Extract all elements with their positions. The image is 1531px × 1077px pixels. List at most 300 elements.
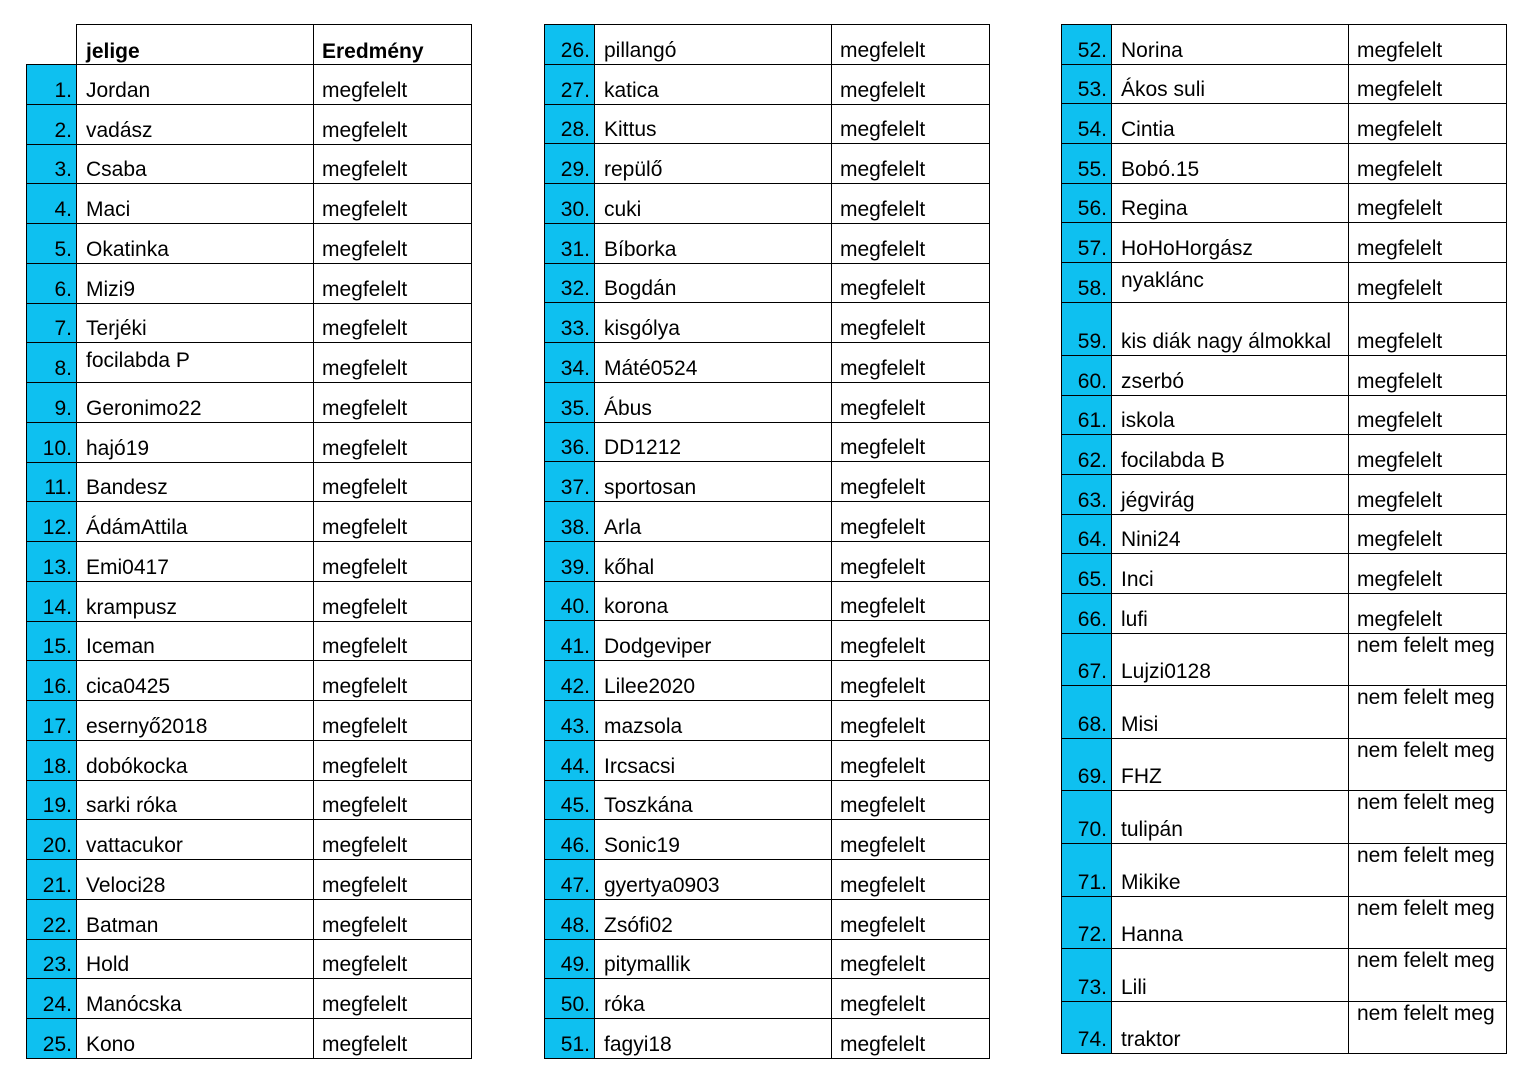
row-number: 19. <box>27 780 77 820</box>
row-jelige: Lilee2020 <box>595 661 832 701</box>
row-result: megfelelt <box>832 581 990 621</box>
table-row <box>27 740 472 780</box>
row-result: megfelelt <box>1349 302 1507 355</box>
row-jelige: vadász <box>77 104 314 144</box>
row-result: nem felelt meg <box>1349 686 1507 739</box>
row-number: 27. <box>545 64 595 104</box>
row-result: megfelelt <box>1349 223 1507 263</box>
table-row <box>1062 1001 1507 1054</box>
table-row <box>1062 183 1507 223</box>
table-row <box>545 184 990 224</box>
row-number: 35. <box>545 382 595 422</box>
row-number: 41. <box>545 621 595 661</box>
row-number: 43. <box>545 701 595 741</box>
row-result: megfelelt <box>832 939 990 979</box>
row-jelige: traktor <box>1112 1001 1349 1054</box>
row-result: megfelelt <box>1349 144 1507 184</box>
table-row <box>545 104 990 144</box>
row-jelige: Manócska <box>77 979 314 1019</box>
table-row <box>1062 395 1507 435</box>
table-row <box>1062 844 1507 897</box>
row-jelige: Misi <box>1112 686 1349 739</box>
row-jelige: Dodgeviper <box>595 621 832 661</box>
row-result: megfelelt <box>314 581 472 621</box>
row-number: 44. <box>545 740 595 780</box>
row-result: nem felelt meg <box>1349 949 1507 1002</box>
row-result: megfelelt <box>832 860 990 900</box>
row-number: 15. <box>27 621 77 661</box>
table-row <box>27 65 472 105</box>
row-result: megfelelt <box>832 263 990 303</box>
table-row <box>1062 593 1507 633</box>
row-jelige: Emi0417 <box>77 542 314 582</box>
row-number: 11. <box>27 462 77 502</box>
row-number: 59. <box>1062 302 1112 355</box>
table-row <box>27 820 472 860</box>
row-number: 5. <box>27 224 77 264</box>
row-number: 23. <box>27 939 77 979</box>
table-row <box>1062 949 1507 1002</box>
row-number: 67. <box>1062 633 1112 686</box>
row-jelige: Sonic19 <box>595 820 832 860</box>
row-result: nem felelt meg <box>1349 896 1507 949</box>
row-result: megfelelt <box>314 899 472 939</box>
table-row <box>27 184 472 224</box>
row-number: 9. <box>27 383 77 423</box>
table-row <box>27 621 472 661</box>
header-result: Eredmény <box>314 25 472 65</box>
table-row <box>545 144 990 184</box>
row-number: 22. <box>27 899 77 939</box>
row-result: megfelelt <box>832 462 990 502</box>
row-jelige: esernyő2018 <box>77 701 314 741</box>
row-result: megfelelt <box>832 701 990 741</box>
header-row <box>27 25 472 65</box>
row-number: 39. <box>545 541 595 581</box>
row-jelige: fagyi18 <box>595 1019 832 1059</box>
row-number: 73. <box>1062 949 1112 1002</box>
row-jelige: HoHoHorgász <box>1112 223 1349 263</box>
row-jelige: Ircsacsi <box>595 740 832 780</box>
table-row <box>1062 738 1507 791</box>
row-number: 2. <box>27 104 77 144</box>
row-jelige: pitymallik <box>595 939 832 979</box>
row-jelige: DD1212 <box>595 422 832 462</box>
row-jelige: róka <box>595 979 832 1019</box>
row-jelige: dobókocka <box>77 740 314 780</box>
header-blank-cell <box>27 25 77 65</box>
row-number: 53. <box>1062 64 1112 104</box>
row-number: 46. <box>545 820 595 860</box>
row-jelige: Terjéki <box>77 303 314 343</box>
table-row <box>545 780 990 820</box>
row-number: 31. <box>545 223 595 263</box>
row-jelige: cica0425 <box>77 661 314 701</box>
table-row <box>27 1019 472 1059</box>
row-jelige: krampusz <box>77 581 314 621</box>
table-row <box>545 263 990 303</box>
row-number: 14. <box>27 581 77 621</box>
table-row <box>545 701 990 741</box>
row-jelige: Lili <box>1112 949 1349 1002</box>
table-row <box>27 224 472 264</box>
row-jelige: katica <box>595 64 832 104</box>
row-jelige: Okatinka <box>77 224 314 264</box>
row-number: 34. <box>545 343 595 383</box>
row-jelige: nyaklánc <box>1112 263 1349 303</box>
row-number: 7. <box>27 303 77 343</box>
row-number: 74. <box>1062 1001 1112 1054</box>
table-row <box>27 462 472 502</box>
table-row <box>545 899 990 939</box>
row-number: 16. <box>27 661 77 701</box>
row-jelige: ÁdámAttila <box>77 502 314 542</box>
row-number: 28. <box>545 104 595 144</box>
row-result: megfelelt <box>314 263 472 303</box>
row-jelige: iskola <box>1112 395 1349 435</box>
table-row <box>1062 144 1507 184</box>
table-row <box>545 64 990 104</box>
row-result: megfelelt <box>832 223 990 263</box>
row-jelige: Inci <box>1112 554 1349 594</box>
row-jelige: Iceman <box>77 621 314 661</box>
row-number: 49. <box>545 939 595 979</box>
row-number: 12. <box>27 502 77 542</box>
header-name: jelige <box>77 25 314 65</box>
row-number: 20. <box>27 820 77 860</box>
table-row <box>1062 263 1507 303</box>
row-number: 10. <box>27 422 77 462</box>
row-jelige: Kittus <box>595 104 832 144</box>
table-row <box>545 303 990 343</box>
row-jelige: tulipán <box>1112 791 1349 844</box>
row-number: 51. <box>545 1019 595 1059</box>
row-jelige: Hold <box>77 939 314 979</box>
row-result: megfelelt <box>314 860 472 900</box>
row-result: megfelelt <box>314 820 472 860</box>
table-row <box>27 343 472 383</box>
row-jelige: Jordan <box>77 65 314 105</box>
row-jelige: kis diák nagy álmokkal <box>1112 302 1349 355</box>
row-number: 61. <box>1062 395 1112 435</box>
row-result: nem felelt meg <box>1349 791 1507 844</box>
row-number: 71. <box>1062 844 1112 897</box>
row-number: 47. <box>545 860 595 900</box>
row-result: nem felelt meg <box>1349 633 1507 686</box>
table-row <box>1062 474 1507 514</box>
results-table-1-body <box>27 25 472 1059</box>
row-jelige: cuki <box>595 184 832 224</box>
results-table-1 <box>26 24 472 1059</box>
table-row <box>545 860 990 900</box>
row-jelige: Regina <box>1112 183 1349 223</box>
row-jelige: Maci <box>77 184 314 224</box>
row-result: megfelelt <box>314 343 472 383</box>
row-jelige: FHZ <box>1112 738 1349 791</box>
row-number: 69. <box>1062 738 1112 791</box>
row-jelige: focilabda P <box>77 343 314 383</box>
table-row <box>1062 435 1507 475</box>
row-jelige: Máté0524 <box>595 343 832 383</box>
row-number: 65. <box>1062 554 1112 594</box>
row-number: 45. <box>545 780 595 820</box>
table-row <box>27 860 472 900</box>
row-jelige: Bobó.15 <box>1112 144 1349 184</box>
row-result: megfelelt <box>1349 395 1507 435</box>
table-row <box>545 581 990 621</box>
row-jelige: kőhal <box>595 541 832 581</box>
row-jelige: sarki róka <box>77 780 314 820</box>
row-jelige: lufi <box>1112 593 1349 633</box>
row-result: megfelelt <box>314 701 472 741</box>
row-jelige: Bogdán <box>595 263 832 303</box>
row-result: megfelelt <box>314 621 472 661</box>
row-result: megfelelt <box>314 383 472 423</box>
row-jelige: zserbó <box>1112 355 1349 395</box>
row-number: 58. <box>1062 263 1112 303</box>
results-table-2 <box>544 24 990 1059</box>
row-result: megfelelt <box>832 740 990 780</box>
row-jelige: Csaba <box>77 144 314 184</box>
row-jelige: Arla <box>595 502 832 542</box>
row-result: megfelelt <box>314 939 472 979</box>
row-result: megfelelt <box>1349 64 1507 104</box>
row-result: megfelelt <box>314 1019 472 1059</box>
row-number: 3. <box>27 144 77 184</box>
row-result: megfelelt <box>832 422 990 462</box>
results-table-3-body <box>1062 25 1507 1054</box>
row-jelige: Bandesz <box>77 462 314 502</box>
row-number: 25. <box>27 1019 77 1059</box>
table-row <box>27 104 472 144</box>
row-result: megfelelt <box>1349 183 1507 223</box>
row-result: nem felelt meg <box>1349 738 1507 791</box>
table-row <box>27 899 472 939</box>
row-number: 52. <box>1062 25 1112 65</box>
table-row <box>27 701 472 741</box>
row-result: megfelelt <box>314 184 472 224</box>
row-number: 55. <box>1062 144 1112 184</box>
table-row <box>545 979 990 1019</box>
row-result: megfelelt <box>314 104 472 144</box>
row-result: megfelelt <box>832 64 990 104</box>
row-result: megfelelt <box>832 820 990 860</box>
row-result: nem felelt meg <box>1349 844 1507 897</box>
row-jelige: pillangó <box>595 25 832 65</box>
table-row <box>27 542 472 582</box>
row-number: 1. <box>27 65 77 105</box>
row-result: megfelelt <box>1349 104 1507 144</box>
row-result: megfelelt <box>1349 474 1507 514</box>
row-jelige: Toszkána <box>595 780 832 820</box>
table-row <box>27 422 472 462</box>
row-result: megfelelt <box>832 979 990 1019</box>
table-row <box>27 939 472 979</box>
row-jelige: Veloci28 <box>77 860 314 900</box>
row-number: 42. <box>545 661 595 701</box>
table-row <box>545 820 990 860</box>
row-number: 18. <box>27 740 77 780</box>
row-number: 33. <box>545 303 595 343</box>
row-number: 60. <box>1062 355 1112 395</box>
table-row <box>1062 302 1507 355</box>
row-jelige: Geronimo22 <box>77 383 314 423</box>
table-row <box>1062 64 1507 104</box>
row-result: megfelelt <box>832 541 990 581</box>
row-jelige: Nini24 <box>1112 514 1349 554</box>
table-row <box>27 303 472 343</box>
table-row <box>1062 355 1507 395</box>
row-jelige: kisgólya <box>595 303 832 343</box>
row-jelige: mazsola <box>595 701 832 741</box>
table-row <box>545 541 990 581</box>
row-result: megfelelt <box>314 144 472 184</box>
row-result: megfelelt <box>832 621 990 661</box>
row-number: 63. <box>1062 474 1112 514</box>
row-jelige: Hanna <box>1112 896 1349 949</box>
row-jelige: focilabda B <box>1112 435 1349 475</box>
table-row <box>545 25 990 65</box>
table-row <box>27 144 472 184</box>
row-jelige: Mikike <box>1112 844 1349 897</box>
row-number: 64. <box>1062 514 1112 554</box>
row-jelige: repülő <box>595 144 832 184</box>
row-result: megfelelt <box>314 462 472 502</box>
row-result: megfelelt <box>832 661 990 701</box>
row-result: megfelelt <box>832 303 990 343</box>
row-jelige: Ábus <box>595 382 832 422</box>
row-jelige: sportosan <box>595 462 832 502</box>
table-row <box>545 343 990 383</box>
row-result: nem felelt meg <box>1349 1001 1507 1054</box>
table-row <box>1062 554 1507 594</box>
table-row <box>27 979 472 1019</box>
row-number: 32. <box>545 263 595 303</box>
row-result: megfelelt <box>314 303 472 343</box>
row-number: 37. <box>545 462 595 502</box>
row-number: 50. <box>545 979 595 1019</box>
row-result: megfelelt <box>1349 355 1507 395</box>
row-result: megfelelt <box>832 780 990 820</box>
row-number: 13. <box>27 542 77 582</box>
row-result: megfelelt <box>832 1019 990 1059</box>
row-jelige: Mizi9 <box>77 263 314 303</box>
row-number: 40. <box>545 581 595 621</box>
row-number: 17. <box>27 701 77 741</box>
row-number: 29. <box>545 144 595 184</box>
row-number: 56. <box>1062 183 1112 223</box>
table-row <box>545 939 990 979</box>
row-result: megfelelt <box>832 502 990 542</box>
row-result: megfelelt <box>832 144 990 184</box>
row-result: megfelelt <box>1349 514 1507 554</box>
row-result: megfelelt <box>314 542 472 582</box>
row-number: 21. <box>27 860 77 900</box>
table-row <box>545 621 990 661</box>
row-jelige: Kono <box>77 1019 314 1059</box>
row-jelige: Zsófi02 <box>595 899 832 939</box>
row-result: megfelelt <box>832 382 990 422</box>
row-number: 30. <box>545 184 595 224</box>
row-result: megfelelt <box>1349 263 1507 303</box>
row-result: megfelelt <box>1349 554 1507 594</box>
table-row <box>27 383 472 423</box>
table-row <box>545 740 990 780</box>
row-jelige: Batman <box>77 899 314 939</box>
results-table-3 <box>1061 24 1507 1054</box>
table-row <box>545 223 990 263</box>
row-number: 8. <box>27 343 77 383</box>
row-result: megfelelt <box>314 65 472 105</box>
row-number: 6. <box>27 263 77 303</box>
table-row <box>27 263 472 303</box>
table-row <box>545 661 990 701</box>
table-row <box>545 422 990 462</box>
row-number: 66. <box>1062 593 1112 633</box>
row-jelige: Norina <box>1112 25 1349 65</box>
table-row <box>545 462 990 502</box>
row-number: 68. <box>1062 686 1112 739</box>
table-row <box>1062 223 1507 263</box>
row-result: megfelelt <box>314 502 472 542</box>
row-number: 72. <box>1062 896 1112 949</box>
row-number: 38. <box>545 502 595 542</box>
row-result: megfelelt <box>832 25 990 65</box>
row-jelige: Lujzi0128 <box>1112 633 1349 686</box>
row-result: megfelelt <box>314 661 472 701</box>
row-jelige: jégvirág <box>1112 474 1349 514</box>
results-table-2-body <box>545 25 990 1059</box>
table-row <box>545 382 990 422</box>
row-result: megfelelt <box>1349 435 1507 475</box>
table-row <box>1062 633 1507 686</box>
row-result: megfelelt <box>832 343 990 383</box>
table-row <box>545 1019 990 1059</box>
row-number: 26. <box>545 25 595 65</box>
table-row <box>1062 686 1507 739</box>
row-result: megfelelt <box>314 780 472 820</box>
row-result: megfelelt <box>832 184 990 224</box>
row-jelige: Bíborka <box>595 223 832 263</box>
row-result: megfelelt <box>314 224 472 264</box>
row-jelige: Cintia <box>1112 104 1349 144</box>
table-row <box>1062 25 1507 65</box>
table-row <box>1062 514 1507 554</box>
table-row <box>1062 104 1507 144</box>
row-jelige: vattacukor <box>77 820 314 860</box>
row-jelige: gyertya0903 <box>595 860 832 900</box>
row-number: 54. <box>1062 104 1112 144</box>
row-result: megfelelt <box>314 740 472 780</box>
row-number: 4. <box>27 184 77 224</box>
row-result: megfelelt <box>1349 593 1507 633</box>
table-row <box>27 581 472 621</box>
row-result: megfelelt <box>832 899 990 939</box>
row-jelige: Ákos suli <box>1112 64 1349 104</box>
table-row <box>1062 896 1507 949</box>
row-number: 62. <box>1062 435 1112 475</box>
row-jelige: hajó19 <box>77 422 314 462</box>
table-row <box>27 780 472 820</box>
row-result: megfelelt <box>832 104 990 144</box>
row-result: megfelelt <box>1349 25 1507 65</box>
row-number: 24. <box>27 979 77 1019</box>
row-result: megfelelt <box>314 979 472 1019</box>
table-row <box>545 502 990 542</box>
row-number: 36. <box>545 422 595 462</box>
row-jelige: korona <box>595 581 832 621</box>
table-row <box>1062 791 1507 844</box>
